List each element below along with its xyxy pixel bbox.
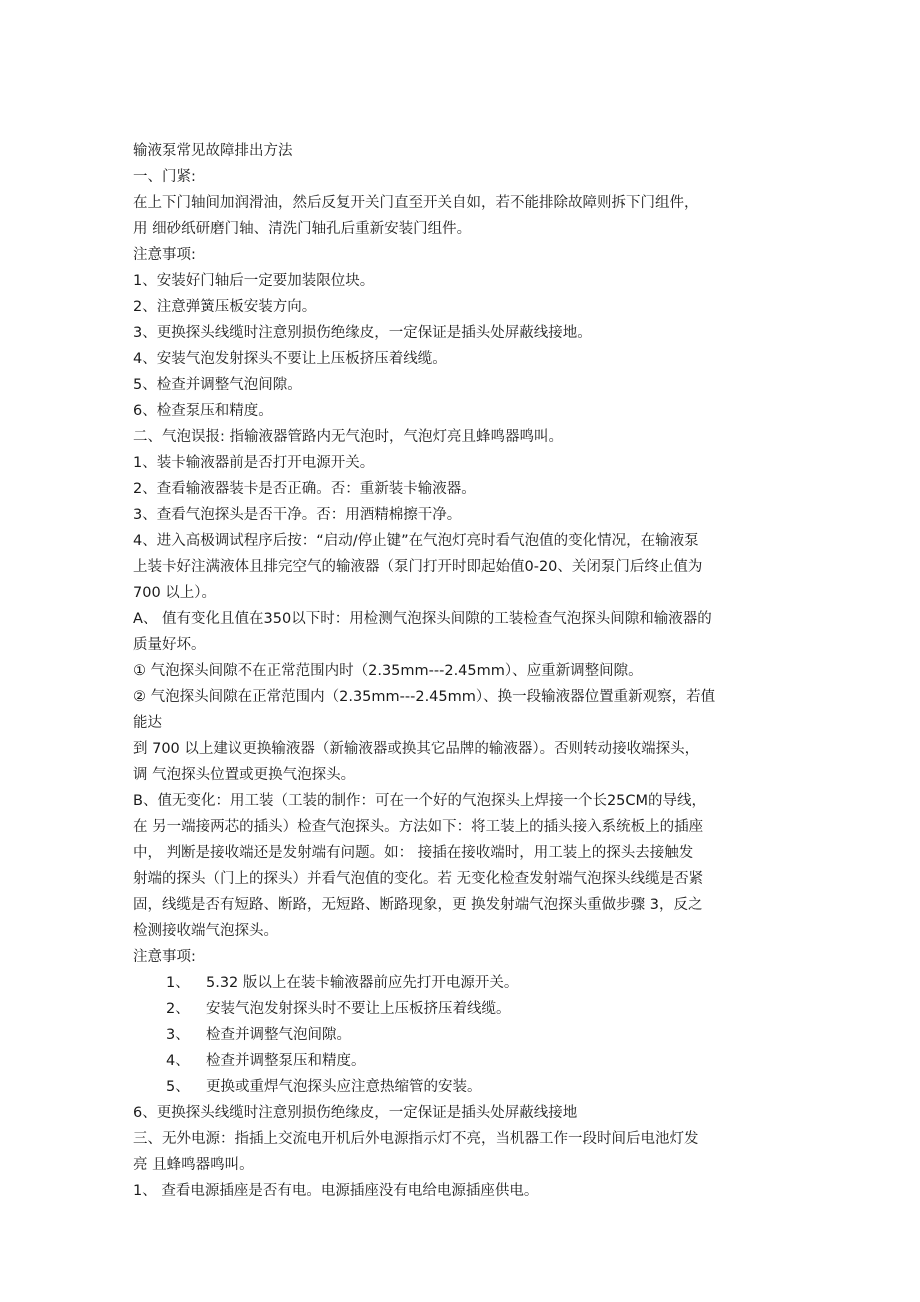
note-number: 3、 [166,1027,190,1043]
section-2-note [133,1048,793,1074]
section-2-note [133,1074,793,1100]
case-a-sub-2-line: 调 气泡探头位置或更换气泡探头。 [133,767,356,783]
section-2-note-6: 6、更换探头线缆时注意别损伤绝缘皮，一定保证是插头处屏蔽线接地 [133,1105,578,1121]
section-1-body-line: 在上下门轴间加润滑油，然后反复开关门直至开关自如，若不能排除故障则拆下门组件， [133,195,699,211]
section-3-heading-line: 三、无外电源：指插上交流电开机后外电源指示灯不亮，当机器工作一段时间后电池灯发 [133,1131,699,1147]
case-b-line: 固，线缆是否有短路、断路，无短路、断路现象，更 换发射端气泡探头重做步骤 3，反之 [133,897,703,913]
case-b-line: 检测接收端气泡探头。 [133,923,278,939]
section-2-step: 3、查看气泡探头是否干净。否：用酒精棉擦干净。 [133,507,462,523]
case-b-line: 中， 判断是接收端还是发射端有问题。如： 接插在接收端时，用工装上的探头去接触发 [133,845,694,861]
case-a-sub-2-line: 能达 [133,715,162,731]
section-2-note [133,970,793,996]
section-2-notes-heading: 注意事项: [133,949,196,965]
case-a-sub-2-line: 到 700 以上建议更换输液器（新输液器或换其它品牌的输液器）。否则转动接收端探头， [133,741,700,757]
note-text: 5.32 版以上在装卡输液器前应先打开电源开关。 [206,975,519,991]
section-2-note [133,1022,793,1048]
note-text: 更换或重焊气泡探头应注意热缩管的安装。 [206,1079,482,1095]
section-3-step: 1、 查看电源插座是否有电。电源插座没有电给电源插座供电。 [133,1183,539,1199]
note-text: 安装气泡发射探头时不要让上压板挤压着线缆。 [206,1001,511,1017]
section-1-note: 1、安装好门轴后一定要加装限位块。 [133,273,375,289]
section-2-step-4-line: 700 以上）。 [133,585,217,601]
section-2-step-4-line: 4、进入高极调试程序后按：“启动/停止键”在气泡灯亮时看气泡值的变化情况，在输液泵 [133,533,699,549]
note-text: 检查并调整泵压和精度。 [206,1053,366,1069]
case-a-sub-1: ① 气泡探头间隙不在正常范围内时（2.35mm---2.45mm）、应重新调整间隙。 [133,663,643,679]
section-1-note: 3、更换探头线缆时注意别损伤绝缘皮，一定保证是插头处屏蔽线接地。 [133,325,592,341]
case-a-line: A、 值有变化且值在350以下时：用检测气泡探头间隙的工装检查气泡探头间隙和输液器的 [133,611,712,627]
note-text: 检查并调整气泡间隙。 [206,1027,351,1043]
section-2-step: 1、装卡输液器前是否打开电源开关。 [133,455,375,471]
document-title: 输液泵常见故障排出方法 [133,143,293,159]
section-1-note: 2、注意弹簧压板安装方向。 [133,299,317,315]
note-number: 2、 [166,1001,190,1017]
section-1-notes-heading: 注意事项: [133,247,196,263]
section-1-body-line: 用 细砂纸研磨门轴、清洗门轴孔后重新安装门组件。 [133,221,472,237]
section-1-note: 6、检查泵压和精度。 [133,403,273,419]
section-2-step-4-line: 上装卡好注满液体且排完空气的输液器（泵门打开时即起始值0-20、关闭泵门后终止值为 [133,559,703,575]
section-1-heading: 一、门紧: [133,169,196,185]
section-2-note [133,996,793,1022]
section-3-heading-line: 亮 且蜂鸣器鸣叫。 [133,1157,254,1173]
case-b-line: 射端的探头（门上的探头）并看气泡值的变化。若 无变化检查发射端气泡探头线缆是否紧 [133,871,704,887]
case-b-line: 在 另一端接两芯的插头）检查气泡探头。方法如下：将工装上的插头接入系统板上的插座 [133,819,704,835]
note-number: 4、 [166,1053,190,1069]
note-number: 5、 [166,1079,190,1095]
section-1-note: 4、安装气泡发射探头不要让上压板挤压着线缆。 [133,351,447,367]
document-page [133,138,793,1204]
section-1-note: 5、检查并调整气泡间隙。 [133,377,302,393]
section-2-heading: 二、气泡误报: 指输液器管路内无气泡时，气泡灯亮且蜂鸣器鸣叫。 [133,429,563,445]
note-number: 1、 [166,975,190,991]
section-2-step: 2、查看输液器装卡是否正确。否：重新装卡输液器。 [133,481,476,497]
case-a-line: 质量好坏。 [133,637,206,653]
case-b-line: B、值无变化：用工装（工装的制作：可在一个好的气泡探头上焊接一个长25CM的导线， [133,793,707,809]
case-a-sub-2-line: ② 气泡探头间隙在正常范围内（2.35mm---2.45mm）、换一段输液器位置重新观察，若值 [133,689,716,705]
